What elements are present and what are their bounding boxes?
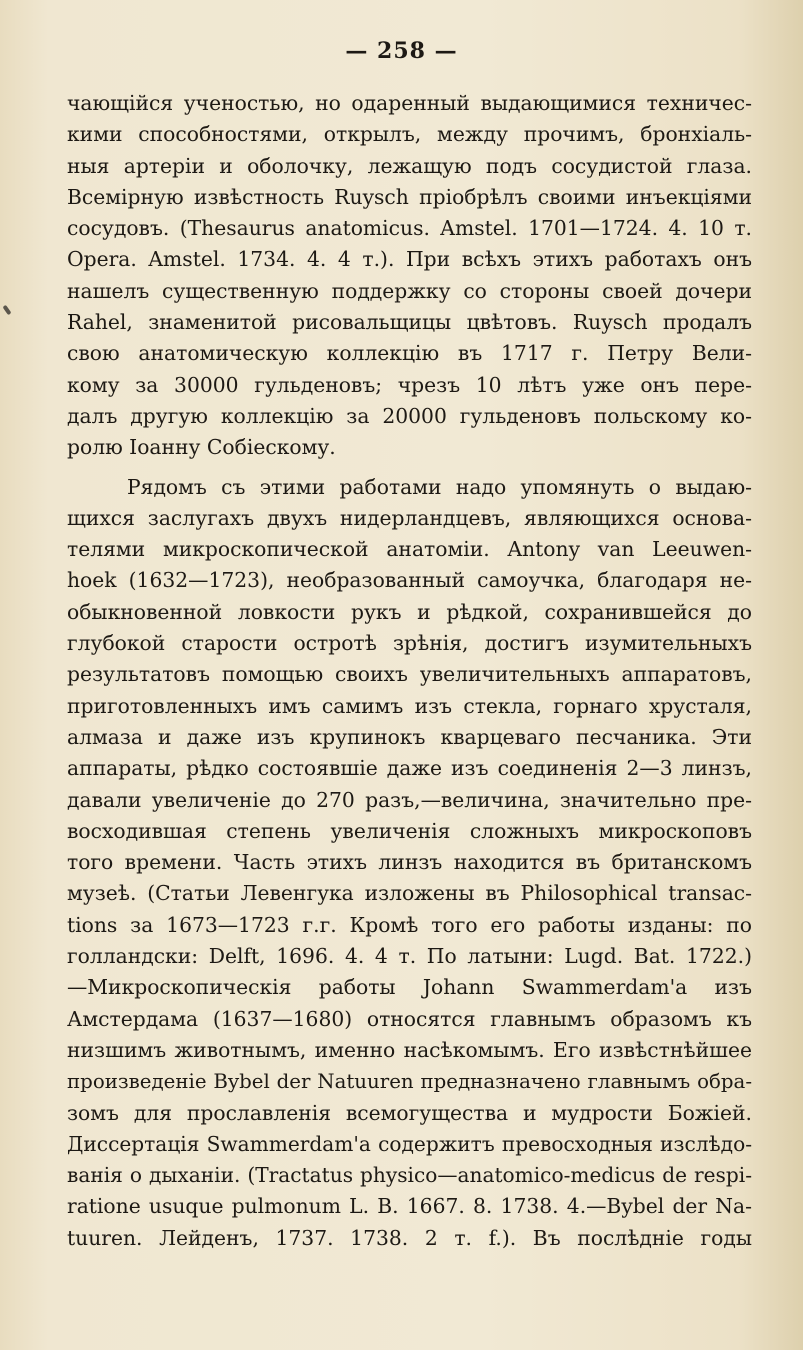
ink-speck — [2, 305, 11, 315]
text-line: кому за 30000 гульденовъ; чрезъ 10 лѣтъ уже онъ пере- — [67, 372, 752, 397]
text-line: аппараты, рѣдко состоявшіе даже изъ соединенія 2—3 линзъ, — [67, 756, 752, 781]
text-line: зомъ для прославленія всемогущества и мудрости Божіей. — [67, 1100, 752, 1125]
text-line: Диссертація Swammerdam'а содержитъ превосходныя изслѣдо- — [67, 1131, 752, 1156]
text-line: ныя артеріи и оболочку, лежащую подъ сосудистой глаза. — [67, 153, 752, 178]
text-line: tuuren. Лейденъ, 1737. 1738. 2 т. f.). Въ послѣдніе годы — [67, 1225, 752, 1250]
text-line: ванія о дыханіи. (Tractatus physico—anatomico-medicus de respi- — [67, 1163, 752, 1188]
text-line: hoek (1632—1723), необразованный самоучка, благодаря не- — [67, 568, 752, 593]
text-line: алмаза и даже изъ крупинокъ кварцеваго песчаника. Эти — [67, 724, 752, 749]
text-line: Амстердама (1637—1680) относятся главнымъ образомъ къ — [67, 1006, 752, 1031]
text-line: глубокой старости остротѣ зрѣнія, достигъ изумительныхъ — [67, 631, 752, 656]
text-line: Рядомъ съ этими работами надо упомянуть о выдаю- — [127, 474, 752, 499]
text-line: произведеніе Bybel der Natuuren предназначено главнымъ обра- — [67, 1070, 752, 1094]
text-line: Rahel, знаменитой рисовальщицы цвѣтовъ. Ruysch продалъ — [67, 310, 752, 335]
text-line: ratione usuque pulmonum L. B. 1667. 8. 1738. 4.—Bybel der Na- — [67, 1194, 752, 1219]
text-line: обыкновенной ловкости рукъ и рѣдкой, сохранившейся до — [67, 599, 752, 624]
text-line: давали увеличеніе до 270 разъ,—величина, значительно пре- — [67, 787, 752, 812]
body-text — [67, 88, 752, 1254]
text-line: нашелъ существенную поддержку со стороны своей дочери — [67, 278, 752, 303]
text-line: кими способностями, открылъ, между прочимъ, бронхіаль- — [67, 122, 752, 147]
text-line: Всемірную извѣстность Ruysch пріобрѣлъ своими инъекціями — [67, 184, 752, 209]
text-line: чающійся ученостью, но одаренный выдающимися техничес- — [67, 91, 752, 115]
paragraph-1 — [67, 88, 752, 464]
text-line: tions за 1673—1723 г.г. Кромѣ того его работы изданы: по — [67, 912, 752, 937]
text-line: музеѣ. (Статьи Левенгука изложены въ Philosophical transac- — [67, 881, 752, 906]
text-line: приготовленныхъ имъ самимъ изъ стекла, горнаго хрусталя, — [67, 693, 752, 718]
text-line: голландски: Delft, 1696. 4. 4 т. По латыни: Lugd. Bat. 1722.) — [67, 944, 752, 969]
text-line: результатовъ помощью своихъ увеличительныхъ аппаратовъ, — [67, 662, 752, 687]
text-line: ролю Іоанну Собіескому. — [67, 435, 336, 460]
page-number: — 258 — — [345, 38, 458, 64]
text-line: телями микроскопической анатоміи. Antony van Leeuwen- — [67, 537, 752, 562]
text-line: Opera. Amstel. 1734. 4. 4 т.). При всѣхъ этихъ работахъ онъ — [67, 247, 752, 272]
paragraph-2 — [67, 472, 752, 1254]
text-line: сосудовъ. (Thesaurus anatomicus. Amstel. 1701—1724. 4. 10 т. — [67, 216, 752, 241]
text-line: восходившая степень увеличенія сложныхъ микроскоповъ — [67, 818, 752, 843]
text-line: свою анатомическую коллекцію въ 1717 г. Петру Вели- — [67, 341, 752, 366]
text-line: —Микроскопическія работы Johann Swammerdam'а изъ — [67, 975, 752, 1000]
text-line: далъ другую коллекцію за 20000 гульденовъ польскому ко- — [67, 403, 752, 428]
text-line: низшимъ животнымъ, именно насѣкомымъ. Его извѣстнѣйшее — [67, 1037, 752, 1062]
text-line: того времени. Часть этихъ линзъ находится въ британскомъ — [67, 850, 752, 875]
text-line: щихся заслугахъ двухъ нидерландцевъ, являющихся основа- — [67, 505, 752, 530]
